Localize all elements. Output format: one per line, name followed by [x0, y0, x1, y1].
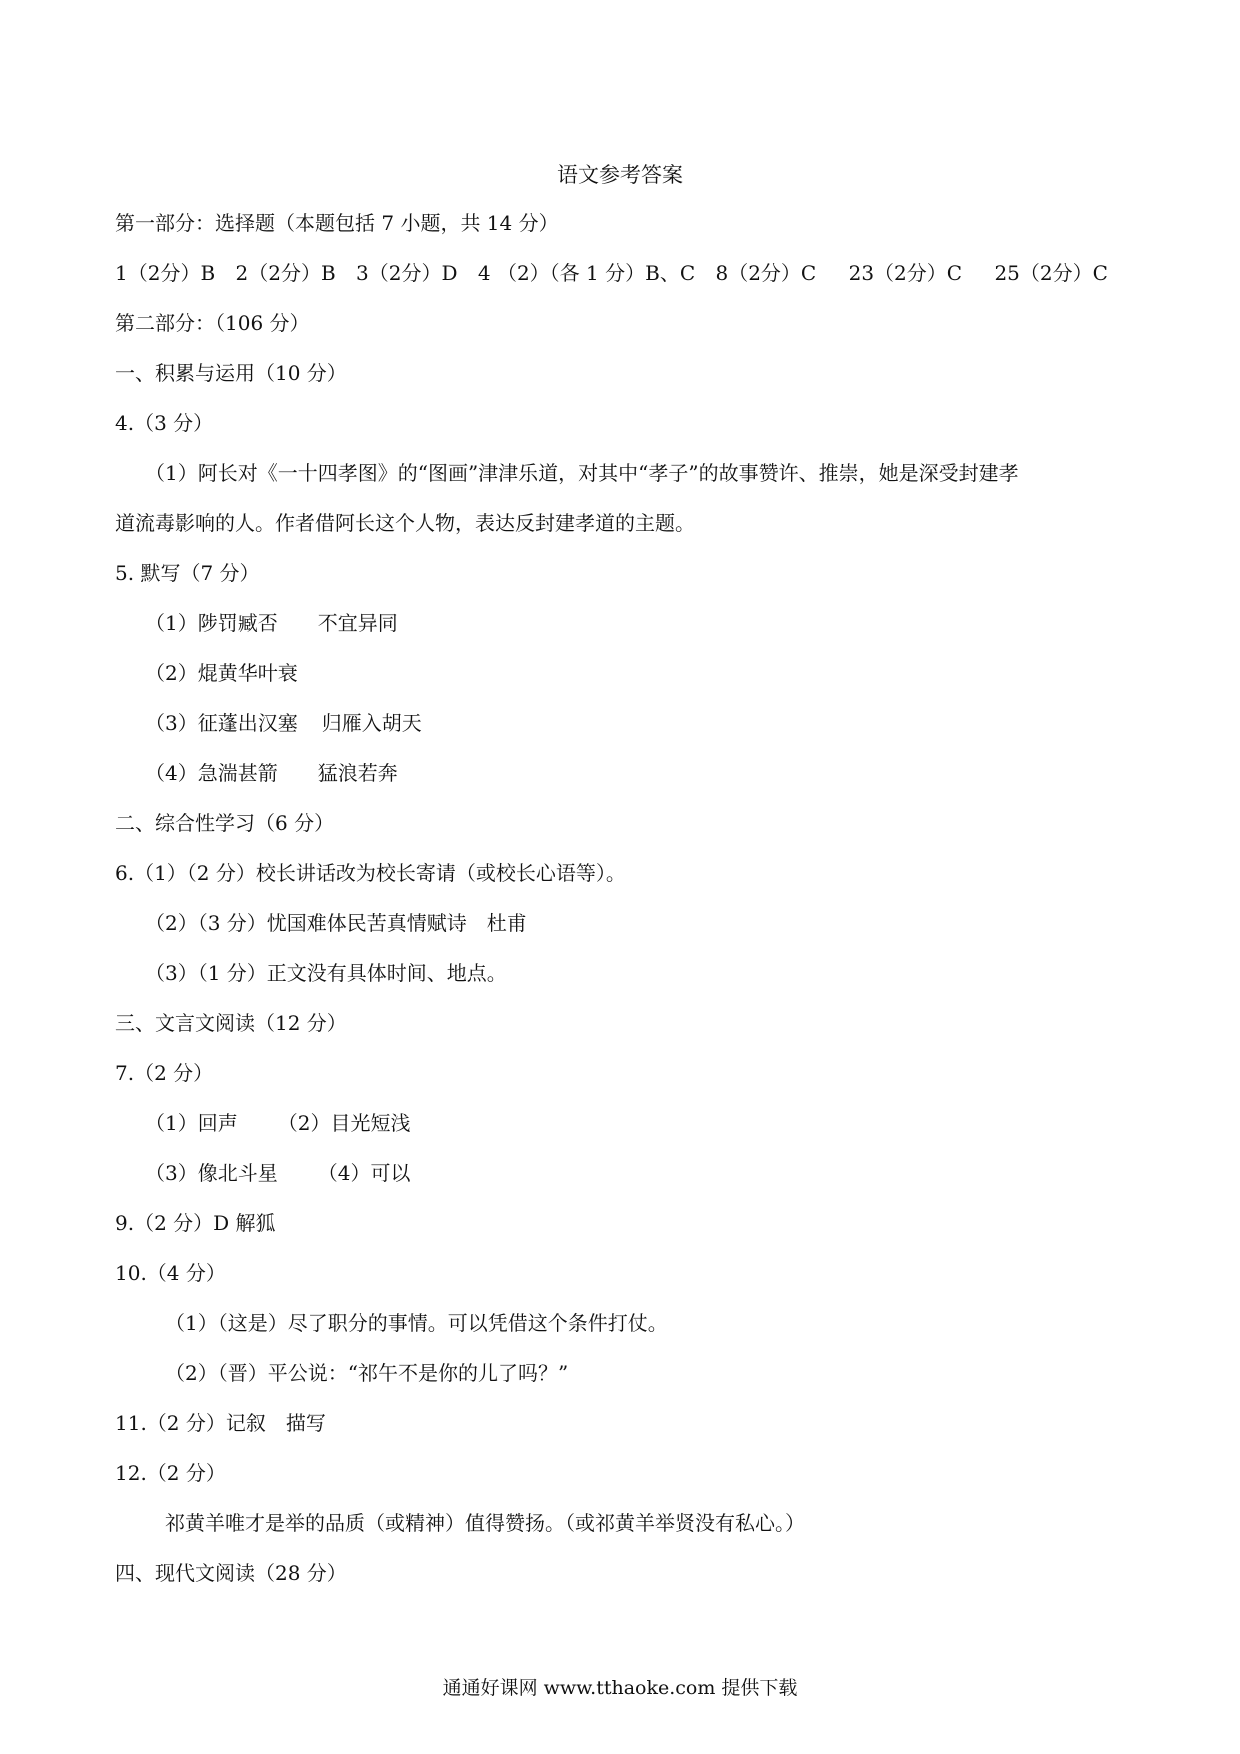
- choice-answer: 25（2分）C: [994, 261, 1108, 285]
- q4-answer-line-2: 道流毒影响的人。作者借阿长这个人物，表达反封建孝道的主题。: [115, 511, 695, 535]
- q6-answer-3: （3）（1 分）正文没有具体时间、地点。: [145, 961, 507, 985]
- q10-label: 10.（4 分）: [115, 1261, 226, 1285]
- q4-answer-line-1: （1）阿长对《一十四孝图》的“图画”津津乐道，对其中“孝子”的故事赞许、推崇，她是深受封建孝: [145, 461, 1019, 485]
- q12-answer: 祁黄羊唯才是举的品质（或精神）值得赞扬。（或祁黄羊举贤没有私心。）: [165, 1511, 805, 1535]
- choice-answer: 8（2分）C: [715, 261, 817, 285]
- choice-answer: 4 （2）（各 1 分）B、C: [477, 261, 696, 285]
- answer-content: [115, 208, 1145, 1608]
- q11-answer: 11.（2 分）记叙 描写: [115, 1411, 326, 1435]
- choice-answer: 23（2分）C: [848, 261, 963, 285]
- part1-heading: 第一部分：选择题（本题包括 7 小题，共 14 分）: [115, 211, 559, 235]
- q6-answer-1: 6.（1）（2 分）校长讲话改为校长寄请（或校长心语等）。: [115, 861, 626, 885]
- part2-heading: 第二部分：（106 分）: [115, 311, 310, 335]
- section3-heading: 三、文言文阅读（12 分）: [115, 1011, 347, 1035]
- q5-item: （4）急湍甚箭 猛浪若奔: [145, 761, 398, 785]
- q5-item: （2）焜黄华叶衰: [145, 661, 298, 685]
- q7-row-1: （1）回声 （2）目光短浅: [145, 1111, 411, 1135]
- q10-answer-2: （2）（晋）平公说：“祁午不是你的儿了吗？”: [165, 1361, 569, 1385]
- page-title: 语文参考答案: [557, 163, 683, 187]
- q9-answer: 9.（2 分）D 解狐: [115, 1211, 276, 1235]
- q7-label: 7.（2 分）: [115, 1061, 214, 1085]
- section4-heading: 四、现代文阅读（28 分）: [115, 1561, 347, 1585]
- q5-item: （3）征蓬出汉塞 归雁入胡天: [145, 711, 422, 735]
- q6-answer-2: （2）（3 分）忧国难体民苦真情赋诗 杜甫: [145, 911, 527, 935]
- section1-heading: 一、积累与运用（10 分）: [115, 361, 347, 385]
- section2-heading: 二、综合性学习（6 分）: [115, 811, 335, 835]
- choice-answer: 1（2分）B: [115, 261, 216, 285]
- q10-answer-1: （1）（这是）尽了职分的事情。可以凭借这个条件打仗。: [165, 1311, 668, 1335]
- q5-item: （1）陟罚臧否 不宜异同: [145, 611, 398, 635]
- choice-answer: 3（2分）D: [356, 261, 458, 285]
- q12-label: 12.（2 分）: [115, 1461, 226, 1485]
- q5-label: 5. 默写（7 分）: [115, 561, 260, 585]
- choice-answers-row: [115, 258, 1145, 288]
- q7-row-2: （3）像北斗星 （4）可以: [145, 1161, 411, 1185]
- choice-answer: 2（2分）B: [235, 261, 336, 285]
- footer-credit: 通通好课网 www.tthaoke.com 提供下载: [442, 1677, 798, 1699]
- q4-label: 4.（3 分）: [115, 411, 214, 435]
